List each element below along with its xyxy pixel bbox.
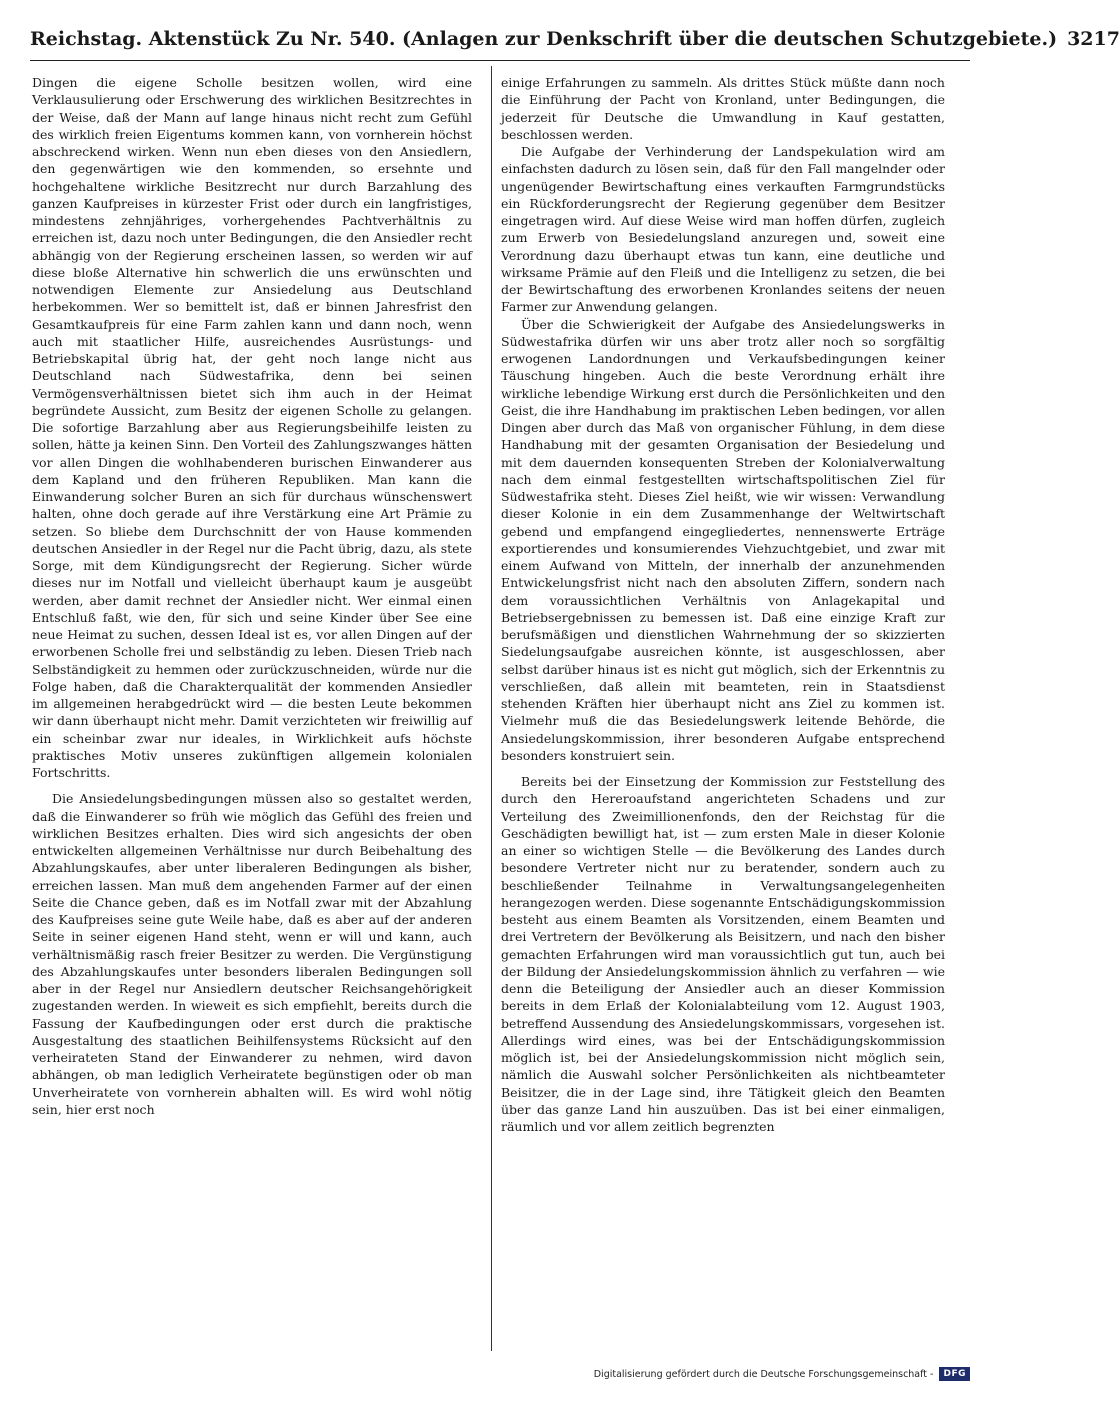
page-header [30,28,1120,58]
paragraph: Die Ansiedelungsbedingungen müssen also so gestaltet werden, daß die Einwanderer so früh wie möglich das Gefühl des freien und wirklichen Besitzes erhalten. Dies wird sich angesichts der oben entwickelten allgemeinen Verhältnisse nur durch Beibehaltung des Abzahlungskaufes, aber unter liberaleren Bedingungen als bisher, erreichen lassen. Man muß dem angehenden Farmer auf der einen Seite die Chance geben, daß es im Notfall zwar mit der Abzahlung des Kaufpreises seine gute Weile habe, daß es aber auf der anderen Seite in seiner eigenen Hand steht, wenn er will und kann, auch verhältnismäßig rasch freier Besitzer zu werden. Die Vergünstigung des Abzahlungskaufes unter besonders liberalen Bedingungen soll aber in der Regel nur Ansiedlern deutscher Reichsangehörigkeit zugestanden werden. In wieweit es sich empfiehlt, bereits durch die Fassung der Kaufbedingungen oder erst durch die praktische Ausgestaltung des staatlichen Beihilfensystems Rücksicht auf den verheirateten Stand der Einwanderer zu nehmen, wird davon abhängen, ob man lediglich Verheiratete begünstigen oder ob man Unverheiratete von vornherein abhalten will. Es wird wohl nötig sein, hier erst noch [32,791,472,1117]
running-title: Reichstag. Aktenstück Zu Nr. 540. (Anlagen zur Denkschrift über die deutschen Schutzgebiete.) [30,28,1058,50]
header-rule [30,60,970,61]
left-column [32,74,472,1118]
dfg-logo: DFG [939,1367,970,1381]
paragraph: Über die Schwierigkeit der Aufgabe des Ansiedelungswerks in Südwestafrika dürfen wir uns aber trotz aller noch so sorgfältig erwogenen Landordnungen und Verkaufsbedingungen keiner Täuschung hingeben. Auch die beste Verordnung erhält ihre wirkliche lebendige Wirkung erst durch die Persönlichkeiten und den Geist, die ihre Handhabung im praktischen Leben bedingen, vor allen Dingen aber durch das Maß von organischer Fühlung, in dem diese Handhabung mit der gesamten Organisation der Besiedelung und mit dem dauernden konsequenten Streben der Kolonialverwaltung nach dem einmal festgestellten wirtschaftspolitischen Ziel für Südwestafrika steht. Dieses Ziel heißt, wie wir wissen: Verwandlung dieser Kolonie in ein dem Zusammenhange der Weltwirtschaft gebend und empfangend eingegliedertes, nennenswerte Erträge exportierendes und konsumierendes Viehzuchtgebiet, und zwar mit einem Aufwand von Mitteln, der innerhalb der anzunehmenden Entwickelungsfrist nicht nach den absoluten Ziffern, sondern nach dem voraussichtlichen Verhältnis von Anlagekapital und Betriebsergebnissen zu bemessen ist. Daß eine einzige Kraft zur berufsmäßigen und dienstlichen Wahrnehmung der so skizzierten Siedelungsaufgabe ausreichen könnte, ist ausgeschlossen, aber selbst darüber hinaus ist es nicht gut möglich, sich der Erkenntnis zu verschließen, daß allein mit beamteten, rein in Staatsdienst stehenden Kräften hier überhaupt nicht ans Ziel zu kommen ist. Vielmehr muß die das Besiedelungswerk leitende Behörde, die Ansiedelungskommission, ihrer besonderen Aufgabe entsprechend besonders konstruiert sein. [501,316,945,763]
digitization-credit [594,1367,970,1381]
paragraph: einige Erfahrungen zu sammeln. Als drittes Stück müßte dann noch die Einführung der Pacht von Kronland, unter Bedingungen, die jederzeit für Deutsche die Umwandlung in Kauf gestatten, beschlossen werden. [501,75,945,142]
credit-text: Digitalisierung gefördert durch die Deutsche Forschungsgemeinschaft - [593,1368,934,1380]
paragraph: Bereits bei der Einsetzung der Kommission zur Feststellung des durch den Hereroaufstand angerichteten Schadens und zur Verteilung des Zweimillionenfonds, den der Reichstag für die Geschädigten bewilligt hat, ist — zum ersten Male in dieser Kolonie an einer so wichtigen Stelle — die Bevölkerung des Landes durch besondere Vertreter nicht nur zu beratender, sondern auch zu beschließender Teilnahme in Verwaltungsangelegenheiten herangezogen werden. Diese sogenannte Entschädigungskommission besteht aus einem Beamten als Vorsitzenden, einem Beamten und drei Vertretern der Bevölkerung als Beisitzern, und nach den bisher gemachten Erfahrungen wird man voraussichtlich gut tun, auch bei der Bildung der Ansiedelungskommission ähnlich zu verfahren — wie denn die Beteiligung der Ansiedler auch an dieser Kommission bereits in dem Erlaß der Kolonialabteilung vom 12. August 1903, betreffend Aussendung des Ansiedelungskommissars, vorgesehen ist. Allerdings wird eines, was bei der Entschädigungskommission möglich ist, bei der Ansiedelungskommission nicht möglich sein, nämlich die Auswahl solcher Persönlichkeiten als nichtbeamteter Beisitzer, die in der Lage sind, ihre Tätigkeit gleich den Beamten über das ganze Land hin auszuüben. Das ist bei einer einmaligen, räumlich und vor allem zeitlich begrenzten [501,774,945,1134]
right-column [501,74,945,1135]
page-number: 3217 [1067,28,1120,50]
paragraph: Dingen die eigene Scholle besitzen wollen, wird eine Verklausulierung oder Erschwerung des wirklichen Besitzrechtes in der Weise, daß der Mann auf lange hinaus nicht recht zum Gefühl des wirklich freien Eigentums kommen kann, von vornherein höchst abschreckend wirken. Wenn nun eben dieses von den Ansiedlern, den gegenwärtigen wie den kommenden, so ersehnte und hochgehaltene wirkliche Besitzrecht nur durch Barzahlung des ganzen Kaufpreises in kürzester Frist oder durch ein langfristiges, mindestens zehnjähriges, vorhergehendes Pachtverhältnis zu erreichen ist, dazu noch unter Bedingungen, die den Ansiedler recht abhängig von der Regierung erscheinen lassen, so werden wir auf diese bloße Alternative hin schwerlich die uns erwünschten und notwendigen Elemente zur Ansiedelung aus Deutschland herbekommen. Wer so bemittelt ist, daß er binnen Jahresfrist den Gesamtkaufpreis für eine Farm zahlen kann und dann noch, wenn auch mit staatlicher Hilfe, ausreichendes Ausrüstungs- und Betriebskapital übrig hat, der geht noch lange nicht aus Deutschland nach Südwestafrika, denn bei seinen Vermögensverhältnissen bietet sich ihm auch in der Heimat begründete Aussicht, zum Besitz der eigenen Scholle zu gelangen. Die sofortige Barzahlung aber aus Regierungsbeihilfe leisten zu sollen, hätte ja keinen Sinn. Den Vorteil des Zahlungszwanges hätten vor allen Dingen die wohlhabenderen burischen Einwanderer aus dem Kapland und den früheren Republiken. Man kann die Einwanderung solcher Buren an sich für durchaus wünschenswert halten, ohne doch gerade auf ihre Verstärkung eine Art Prämie zu setzen. So bliebe dem Durchschnitt der von Hause kommenden deutschen Ansiedler in der Regel nur die Pacht übrig, dazu, als stete Sorge, mit dem Kündigungsrecht der Regierung. Sicher würde dieses nur im Notfall und vielleicht überhaupt kaum je ausgeübt werden, aber damit rechnet der Ansiedler nicht. Wer einmal einen Entschluß faßt, wie den, für sich und seine Kinder über See eine neue Heimat zu suchen, dessen Ideal ist es, vor allen Dingen auf der erworbenen Scholle frei und selbständig zu leben. Diesen Trieb nach Selbständigkeit zu hemmen oder zurückzuschneiden, würde nur die Folge haben, daß die Charakterqualität der kommenden Ansiedler im allgemeinen herabgedrückt wird — die besten Leute bekommen wir dann überhaupt nicht mehr. Damit verzichteten wir freiwillig auf ein scheinbar zwar nur ideales, in Wirklichkeit aufs höchste praktisches Motiv unseres zukünftigen allgemein kolonialen Fortschritts. [32,75,472,780]
paragraph: Die Aufgabe der Verhinderung der Landspekulation wird am einfachsten dadurch zu lösen sein, daß für den Fall mangelnder oder ungenügender Bewirtschaftung eines verkauften Farmgrundstücks ein Rückforderungsrecht der Regierung gegenüber dem Besitzer eingetragen wird. Auf diese Weise wird man hoffen dürfen, zugleich zum Erwerb von Besiedelungsland anzuregen und, soweit eine Verordnung dazu überhaupt etwas tun kann, eine deutliche und wirksame Prämie auf den Fleiß und die Intelligenz zu setzen, die bei der Bewirtschaftung des erworbenen Kronlandes seitens der neuen Farmer zur Anwendung gelangen. [501,144,945,315]
column-divider [491,66,492,1351]
